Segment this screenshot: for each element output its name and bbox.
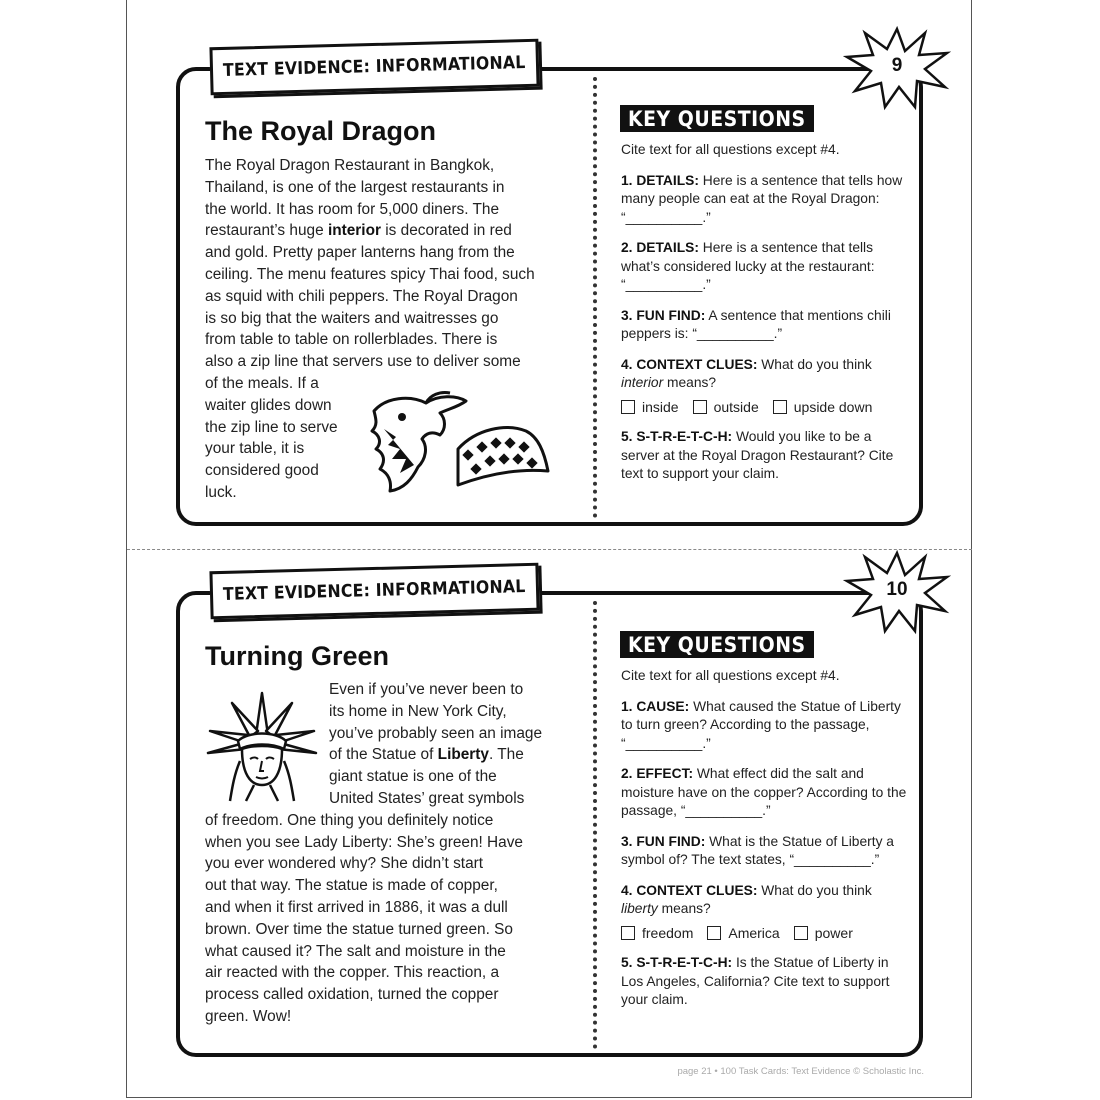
story-line: ceiling. The menu features spicy Thai food, such [205, 265, 535, 283]
question-3: 3. FUN FIND: A sentence that mentions chili peppers is: “__________.” [621, 307, 891, 341]
story-line: green. Wow! [205, 1007, 292, 1025]
story-line: when you see Lady Liberty: She’s green! Have [205, 833, 523, 851]
story-line: its home in New York City, [329, 702, 507, 720]
answer-options [621, 398, 911, 417]
checkbox[interactable] [794, 926, 808, 940]
question-5: 5. S-T-R-E-T-C-H: Is the Statue of Liberty in Los Angeles, California? Cite text to support your claim. [621, 955, 890, 1007]
story-line: Even if you’ve never been to [329, 681, 524, 698]
question-4: 4. CONTEXT CLUES: What do you think interior means? [621, 356, 872, 390]
story-line: and when it first arrived in 1886, it was a dull [205, 898, 508, 916]
answer-options [621, 924, 911, 943]
story-line: Thailand, is one of the largest restaurants in [205, 178, 505, 196]
story-line: The Royal Dragon Restaurant in Bangkok, [205, 157, 495, 174]
story-line: giant statue is one of the [329, 768, 497, 786]
story-text [205, 679, 585, 1028]
option-inside[interactable]: inside [621, 398, 679, 417]
vocab-word: interior [327, 222, 381, 240]
story-line: the zip line to serve [205, 418, 338, 436]
story-line: you’ve probably seen an image [329, 724, 543, 742]
question-1: 1. CAUSE: What caused the Statue of Liberty to turn green? According to the passage, “__________.” [621, 698, 901, 751]
checkbox[interactable] [693, 400, 707, 414]
story-title: Turning Green [205, 641, 390, 671]
question-3: 3. FUN FIND: What is the Statue of Liberty a symbol of? The text states, “__________.” [621, 833, 894, 867]
question-2: 2. EFFECT: What effect did the salt and moisture have on the copper? According to the passage, “__________.” [621, 766, 907, 818]
option-america[interactable]: America [707, 924, 779, 943]
question-5: 5. S-T-R-E-T-C-H: Would you like to be a server at the Royal Dragon Restaurant? Cite text to support your claim. [621, 429, 894, 481]
checkbox[interactable] [707, 926, 721, 940]
option-upside-down[interactable]: upside down [773, 398, 873, 417]
checkbox[interactable] [621, 400, 635, 414]
card-banner [209, 563, 539, 620]
checkbox[interactable] [773, 400, 787, 414]
dragon-icon [366, 389, 556, 501]
card-banner [209, 39, 539, 96]
story-line: of the Statue of Liberty. The [329, 746, 524, 764]
story-line: your table, it is [205, 440, 305, 458]
story-line: of freedom. One thing you definitely notice [205, 811, 494, 829]
story-line: considered good [205, 462, 319, 480]
card-number: 9 [891, 55, 903, 76]
vocab-word: Liberty [437, 746, 489, 764]
story-line: restaurant’s huge interior is decorated in red [205, 222, 512, 240]
story-line: as squid with chili peppers. The Royal Dragon [205, 287, 518, 305]
card-number: 10 [886, 579, 908, 600]
questions-list [621, 667, 911, 1022]
story-line: of the meals. If a [205, 374, 319, 392]
question-1: 1. DETAILS: Here is a sentence that tells how many people can eat at the Royal Dragon: “__________.” [621, 172, 903, 225]
option-power[interactable]: power [794, 924, 853, 943]
questions-intro: Cite text for all questions except #4. [621, 142, 840, 157]
story-line: process called oxidation, turned the copper [205, 986, 499, 1004]
story-line: air reacted with the copper. This reaction, a [205, 964, 500, 982]
question-4: 4. CONTEXT CLUES: What do you think liberty means? [621, 882, 872, 916]
option-freedom[interactable]: freedom [621, 924, 693, 943]
story-line: and gold. Pretty paper lanterns hang from the [205, 244, 515, 262]
story-line: is so big that the waiters and waitresses go [205, 309, 499, 327]
story-line: luck. [205, 483, 237, 501]
story-line: United States’ great symbols [329, 789, 525, 807]
story-line: also a zip line that servers use to deliver some [205, 353, 521, 371]
key-questions-heading: KEY QUESTIONS [620, 105, 814, 132]
banner-label: TEXT EVIDENCE: INFORMATIONAL [222, 53, 526, 81]
story-line: out that way. The statue is made of copper, [205, 877, 498, 895]
story-title: The Royal Dragon [205, 116, 437, 146]
story-line: brown. Over time the statue turned green. So [205, 920, 513, 938]
story-line: the world. It has room for 5,000 diners. The [205, 200, 500, 218]
key-questions-heading: KEY QUESTIONS [620, 631, 814, 658]
card-divider [593, 77, 597, 518]
card-number-burst [843, 549, 951, 635]
story-line: from table to table on rollerblades. There is [205, 331, 498, 349]
questions-intro: Cite text for all questions except #4. [621, 668, 840, 683]
banner-label: TEXT EVIDENCE: INFORMATIONAL [222, 577, 526, 605]
task-card-10 [176, 577, 923, 1057]
story-line: waiter glides down [205, 396, 332, 414]
story-line: what caused it? The salt and moisture in the [205, 942, 506, 960]
checkbox[interactable] [621, 926, 635, 940]
task-card-9 [176, 53, 923, 526]
page-footer: page 21 • 100 Task Cards: Text Evidence © Scholastic Inc. [677, 1066, 924, 1077]
card-divider [593, 601, 597, 1049]
card-number-burst [843, 25, 951, 111]
option-outside[interactable]: outside [693, 398, 759, 417]
story-line: you ever wondered why? She didn’t start [205, 855, 484, 873]
question-2: 2. DETAILS: Here is a sentence that tells what’s considered lucky at the restaurant: “__________.” [621, 240, 875, 292]
questions-list [621, 141, 911, 496]
